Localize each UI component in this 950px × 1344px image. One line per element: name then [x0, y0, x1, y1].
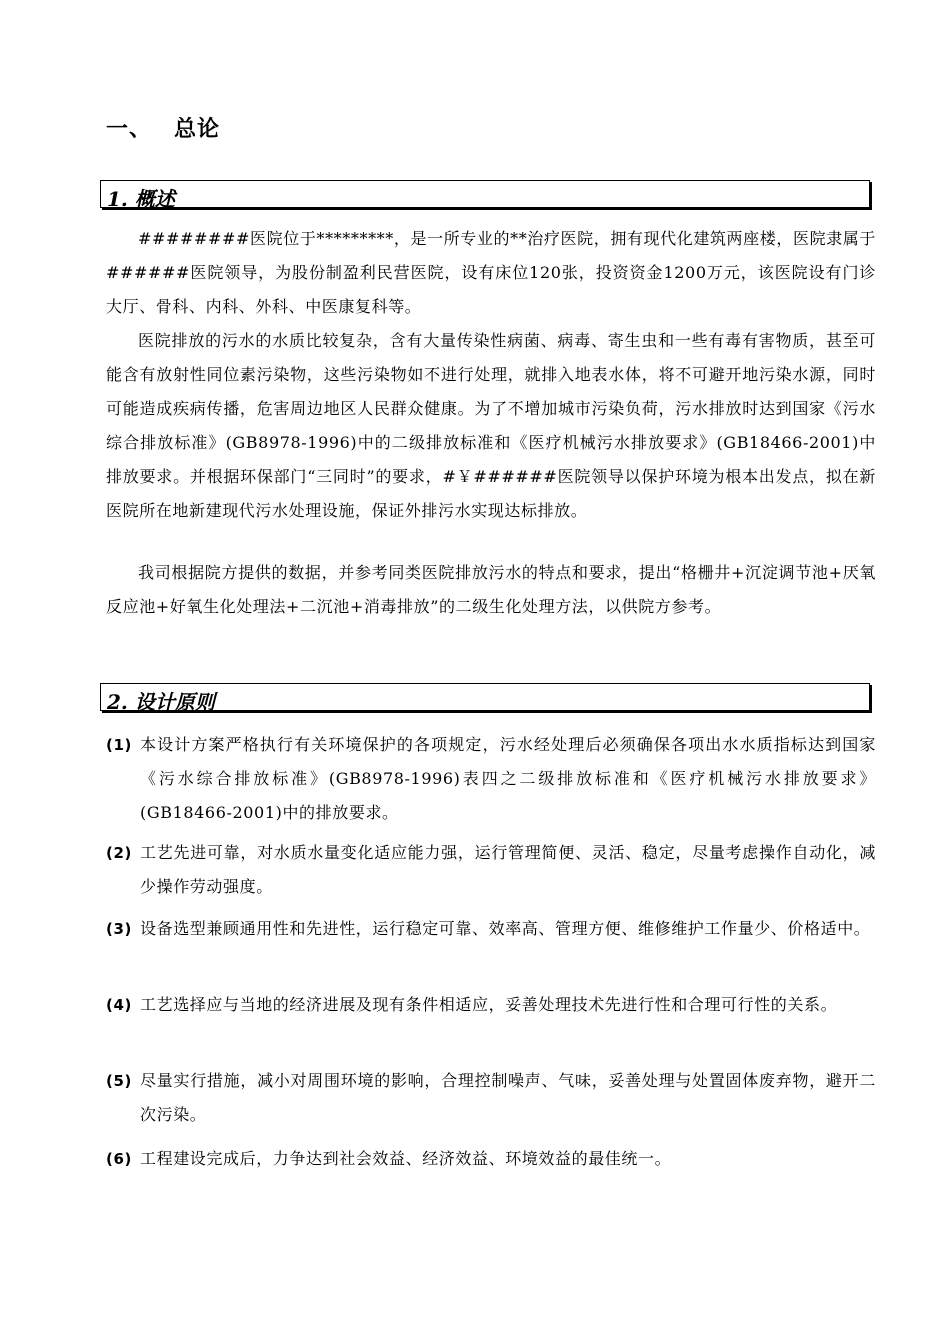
paragraph-overview-3: 我司根据院方提供的数据，并参考同类医院排放污水的特点和要求，提出“格栅井+沉淀调节池+厌氧反应池+好氧生化处理法+二沉池+消毒排放”的二级生化处理方法，以供院方参考。 — [106, 563, 876, 616]
item-text: 工艺选择应与当地的经济进展及现有条件相适应，妥善处理技术先进行性和合理可行性的关系。 — [140, 995, 838, 1014]
section-heading-text: 2. 设计原则 — [107, 690, 215, 714]
item-text: 设备选型兼顾通用性和先进性，运行稳定可靠、效率高、管理方便、维修维护工作量少、价格适中。 — [140, 919, 871, 938]
item-marker: (2) — [106, 844, 132, 862]
principle-item-1 — [106, 728, 876, 830]
item-marker: (5) — [106, 1072, 132, 1090]
section-heading-overview — [100, 180, 870, 211]
section-heading-text: 1. 概述 — [107, 187, 175, 211]
item-text: 本设计方案严格执行有关环境保护的各项规定，污水经处理后必须确保各项出水水质指标达到国家《污水综合排放标准》(GB8978-1996)表四之二级排放标准和《医疗机械污水排放要求》(GB18466-2001)中的排放要求。 — [140, 735, 876, 822]
principle-item-6 — [106, 1142, 876, 1176]
item-marker: (3) — [106, 920, 132, 938]
section-heading-design-principles — [100, 683, 870, 714]
item-marker: (1) — [106, 736, 132, 754]
principle-item-2 — [106, 836, 876, 904]
chapter-title-text: 总论 — [174, 116, 221, 142]
item-text: 工艺先进可靠，对水质水量变化适应能力强，运行管理简便、灵活、稳定，尽量考虑操作自动化，减少操作劳动强度。 — [140, 843, 876, 896]
principle-item-5 — [106, 1064, 876, 1132]
paragraph-overview-2: 医院排放的污水的水质比较复杂，含有大量传染性病菌、病毒、寄生虫和一些有毒有害物质，甚至可能含有放射性同位素污染物，这些污染物如不进行处理，就排入地表水体，将不可避开地污染水源，同时可能造成疾病传播，危害周边地区人民群众健康。为了不增加城市污染负荷，污水排放时达到国家《污水综合排放标准》(GB8978-1996)中的二级排放标准和《医疗机械污水排放要求》(GB18466-2001)中排放要求。并根据环保部门“三同时”的要求，#￥######医院领导以保护环境为根本出发点，拟在新医院所在地新建现代污水处理设施，保证外排污水实现达标排放。 — [106, 331, 876, 520]
chapter-title — [106, 112, 220, 143]
principle-item-3 — [106, 912, 876, 946]
item-marker: (6) — [106, 1150, 132, 1168]
paragraph-overview-1: ########医院位于*********，是一所专业的**治疗医院，拥有现代化建筑两座楼，医院隶属于######医院领导，为股份制盈利民营医院，设有床位120张，投资资金1200万元，该医院设有门诊大厅、骨科、内科、外科、中医康复科等。 — [106, 229, 876, 316]
item-text: 尽量实行措施，减小对周围环境的影响，合理控制噪声、气味，妥善处理与处置固体废弃物，避开二次污染。 — [140, 1071, 876, 1124]
item-text: 工程建设完成后，力争达到社会效益、经济效益、环境效益的最佳统一。 — [140, 1149, 672, 1168]
chapter-number: 一、 — [106, 116, 153, 142]
item-marker: (4) — [106, 996, 132, 1014]
principle-item-4 — [106, 988, 876, 1022]
